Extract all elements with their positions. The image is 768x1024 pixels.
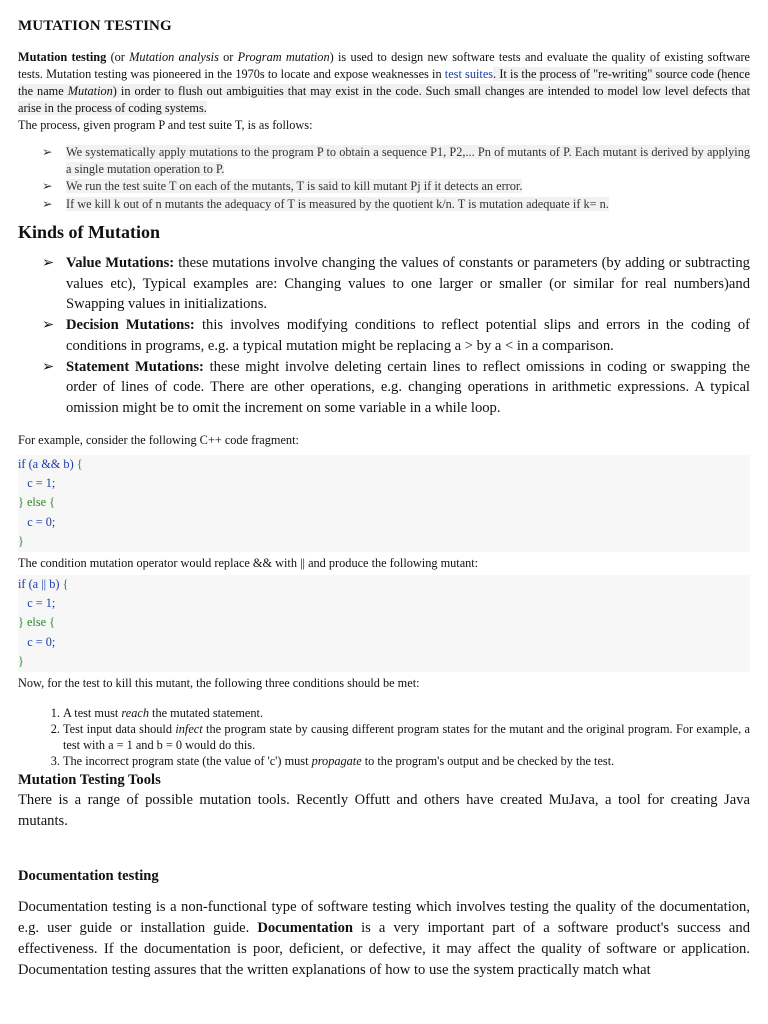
intro-text: ) in order to flush out ambiguities that may exist in the code. Such small changes are intended to model low level defects that arise in the process of coding systems.	[18, 84, 750, 115]
kind-text: these mutations involve changing the values of constants or parameters (by adding or subtracting values etc), Typical examples are: Changing values to one larger or smaller (or similar for real numbers)and Swapping values in initializations.	[66, 255, 750, 313]
code-line: c = 1;	[18, 596, 56, 611]
kind-item-statement	[42, 357, 750, 419]
code-line: }	[18, 534, 24, 549]
code-condition: (a || b)	[25, 576, 63, 591]
process-steps-list	[18, 144, 750, 212]
condition-text: to the program's output and be checked by the test.	[361, 753, 615, 768]
tools-paragraph: There is a range of possible mutation tools. Recently Offutt and others have created MuJava, a tool for creating Java mutants.	[18, 791, 750, 829]
code-line: c = 1;	[18, 476, 56, 491]
kill-intro: Now, for the test to kill this mutant, the following three conditions should be met:	[18, 675, 420, 690]
conditions-list	[18, 705, 750, 769]
test-suites-link[interactable]: test suites	[444, 67, 494, 81]
code-line: }	[18, 654, 24, 669]
kind-item-decision	[42, 315, 750, 356]
process-intro: The process, given program P and test suite T, is as follows:	[18, 118, 313, 132]
code-block-original	[18, 455, 750, 552]
term-mutation: Mutation	[67, 84, 113, 98]
page-title: MUTATION TESTING	[18, 18, 172, 34]
code-line: } else {	[18, 495, 56, 510]
code-brace: {	[76, 456, 83, 471]
condition-operator-text: The condition mutation operator would replace && with || and produce the following mutant:	[18, 555, 479, 570]
code-keyword: if	[18, 576, 26, 591]
code-line: } else {	[18, 615, 56, 630]
code-line: c = 0;	[18, 634, 56, 649]
process-step-text: If we kill k out of n mutants the adequacy of T is measured by the quotient k/n. T is mutation adequate if k= n.	[66, 196, 609, 211]
process-step-text: We run the test suite T on each of the mutants, T is said to kill mutant Pj if it detects an error.	[66, 179, 523, 193]
documentation-bold: Documentation	[257, 919, 354, 936]
code-line	[18, 575, 750, 594]
process-step	[42, 178, 750, 195]
intro-paragraph	[18, 49, 750, 134]
documentation-paragraph	[18, 897, 750, 981]
code-keyword: if	[18, 456, 26, 471]
code-line: c = 0;	[18, 514, 56, 529]
condition-item	[63, 753, 750, 769]
intro-text: (or	[106, 50, 130, 64]
condition-text: Test input data should	[63, 721, 176, 736]
kind-text: these might involve deleting certain lines to reflect omissions in coding or swapping the order of lines of code. There are other operations, e.g. changing operations in arithmetic expressions. A typical omission might be to omit the increment on some variable in a while loop.	[66, 358, 750, 416]
term-mutation-analysis: Mutation analysis	[129, 50, 219, 64]
kind-item-value	[42, 253, 750, 315]
condition-text: A test must	[63, 705, 122, 720]
process-step	[42, 196, 750, 213]
condition-item	[63, 705, 750, 721]
intro-text: . It is the process of "re-writing" source code (hence the name	[18, 67, 750, 98]
kinds-list	[18, 253, 750, 419]
kinds-heading: Kinds of Mutation	[18, 222, 161, 242]
tools-heading: Mutation Testing Tools	[18, 771, 161, 788]
intro-text: ) is used to design new software tests and evaluate the quality of existing software tests. Mutation testing was pioneered in the 1970s to locate and expose weaknesses in	[18, 50, 750, 81]
process-step-text: We systematically apply mutations to the program P to obtain a sequence P1, P2,... Pn of mutants of P. Each mutant is derived by applying a single mutation operation to P.	[66, 145, 750, 176]
kind-label: Statement Mutations:	[66, 358, 204, 375]
code-condition: (a && b)	[25, 456, 77, 471]
documentation-text: is a very important part of a software product's success and effectiveness. If the documentation is poor, deficient, or defective, it may affect the quality of software or application. Documentation testing assures that the written explanations of how to use the system practically match what	[18, 919, 751, 978]
example-intro: For example, consider the following C++ code fragment:	[18, 432, 299, 447]
process-step	[42, 144, 750, 177]
term-mutation-testing: Mutation testing	[18, 50, 107, 64]
kind-text: this involves modifying conditions to reflect potential slips and errors in the coding of conditions in programs, e.g. a typical mutation might be replacing a > by a < in a comparison.	[66, 317, 750, 354]
condition-item	[63, 721, 750, 753]
term-program-mutation: Program mutation	[237, 50, 330, 64]
condition-emphasis: propagate	[311, 753, 362, 768]
condition-emphasis: reach	[121, 705, 149, 720]
documentation-text: Documentation testing is a non-functional type of software testing which involves testing the quality of the documentation, e.g. user guide or installation guide.	[18, 898, 750, 936]
condition-text: The incorrect program state (the value of 'c') must	[63, 753, 312, 768]
kind-label: Value Mutations:	[66, 255, 175, 271]
condition-text: the program state by causing different program states for the mutant and the original program. For example, a test with a = 1 and b = 0 would do this.	[63, 721, 750, 752]
kind-label: Decision Mutations:	[66, 317, 195, 334]
condition-emphasis: infect	[175, 721, 203, 736]
intro-text: or	[218, 50, 238, 64]
code-brace: {	[62, 576, 69, 591]
code-block-mutant	[18, 575, 750, 672]
documentation-heading: Documentation testing	[18, 867, 159, 884]
code-line	[18, 455, 750, 474]
condition-text: the mutated statement.	[148, 705, 264, 720]
